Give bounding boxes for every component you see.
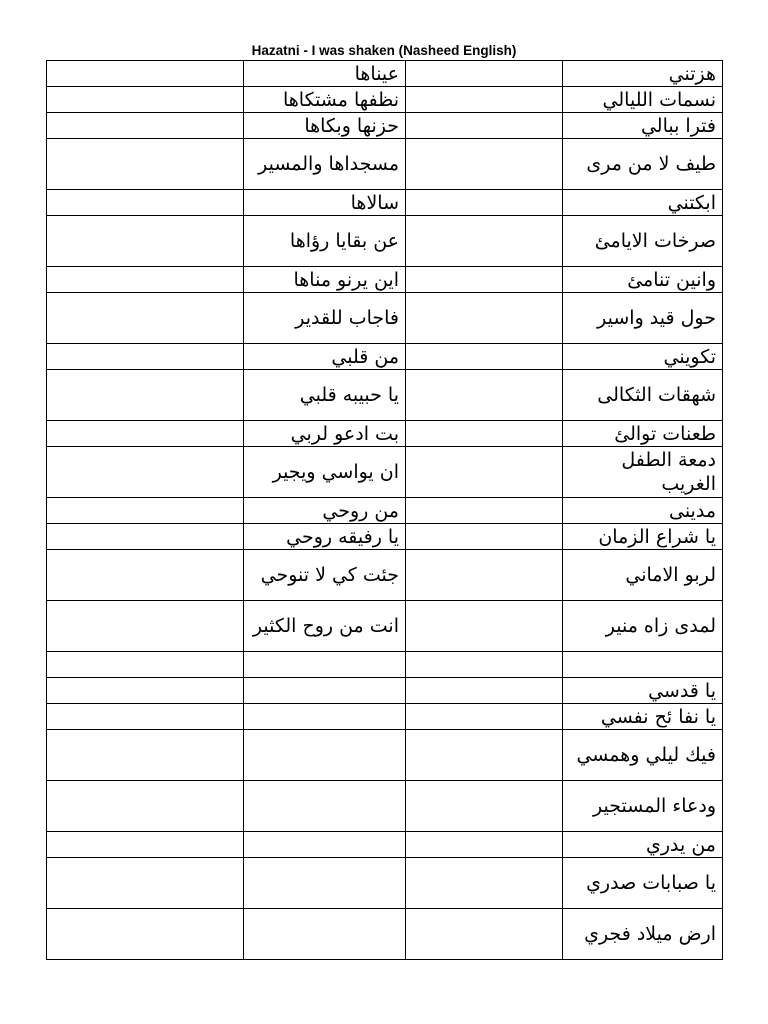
table-cell-col2: من روحي [244, 498, 406, 524]
table-cell-col1 [47, 344, 244, 370]
table-row [47, 498, 723, 524]
table-cell-col4: من يدري [563, 832, 723, 858]
table-cell-col4: يا قدسي [563, 678, 723, 704]
table-cell-col1 [47, 498, 244, 524]
table-row [47, 652, 723, 678]
table-row [47, 190, 723, 216]
table-cell-col3 [406, 652, 563, 678]
table-cell-col2: مسجداها والمسير [244, 139, 406, 190]
table-cell-col1 [47, 87, 244, 113]
table-row [47, 447, 723, 498]
table-cell-col2: سالاها [244, 190, 406, 216]
table-cell-col1 [47, 550, 244, 601]
table-cell-col4: ارض ميلاد فجري [563, 909, 723, 960]
table-row [47, 421, 723, 447]
table-cell-col1 [47, 370, 244, 421]
table-cell-col2: يا حبيبه قلبي [244, 370, 406, 421]
table-cell-col3 [406, 113, 563, 139]
table-cell-col4: صرخات الايامئ [563, 216, 723, 267]
table-cell-col1 [47, 832, 244, 858]
table-cell-col3 [406, 139, 563, 190]
table-cell-col1 [47, 678, 244, 704]
table-cell-col4: تكويني [563, 344, 723, 370]
table-cell-col2 [244, 652, 406, 678]
table-row [47, 113, 723, 139]
table-cell-col1 [47, 421, 244, 447]
table-cell-col2: يا رفيقه روحي [244, 524, 406, 550]
table-cell-col1 [47, 704, 244, 730]
table-cell-col3 [406, 421, 563, 447]
table-cell-col2 [244, 858, 406, 909]
table-cell-col2 [244, 704, 406, 730]
table-cell-col3 [406, 267, 563, 293]
table-cell-col1 [47, 61, 244, 87]
table-row [47, 781, 723, 832]
table-cell-col4: مدينى [563, 498, 723, 524]
table-row [47, 601, 723, 652]
table-cell-col2: عيناها [244, 61, 406, 87]
table-cell-col1 [47, 113, 244, 139]
table-cell-col1 [47, 858, 244, 909]
table-cell-col1 [47, 524, 244, 550]
table-cell-col1 [47, 190, 244, 216]
lyrics-table-body [47, 61, 723, 960]
table-row [47, 370, 723, 421]
table-cell-col3 [406, 781, 563, 832]
lyrics-table [46, 60, 723, 960]
table-cell-col3 [406, 61, 563, 87]
table-cell-col4: وانين تنامئ [563, 267, 723, 293]
table-cell-col1 [47, 652, 244, 678]
table-cell-col3 [406, 832, 563, 858]
table-cell-col2: من قلبي [244, 344, 406, 370]
table-cell-col2 [244, 832, 406, 858]
table-row [47, 730, 723, 781]
table-cell-col2: جئت كي لا تنوحي [244, 550, 406, 601]
table-cell-col3 [406, 216, 563, 267]
table-cell-col2: فاجاب للقدير [244, 293, 406, 344]
table-cell-col1 [47, 447, 244, 498]
table-cell-col4: طيف لا من مرى [563, 139, 723, 190]
table-cell-col4: يا نفا ئح نفسي [563, 704, 723, 730]
table-row [47, 909, 723, 960]
document-title: Hazatni - I was shaken (Nasheed English) [251, 43, 517, 58]
table-cell-col2 [244, 781, 406, 832]
table-cell-col4: نسمات الليالي [563, 87, 723, 113]
table-cell-col4 [563, 652, 723, 678]
table-row [47, 293, 723, 344]
table-cell-col4: طعنات توالئ [563, 421, 723, 447]
table-cell-col3 [406, 524, 563, 550]
table-cell-col1 [47, 781, 244, 832]
table-cell-col1 [47, 293, 244, 344]
table-cell-col1 [47, 730, 244, 781]
table-cell-col1 [47, 267, 244, 293]
table-row [47, 61, 723, 87]
table-row [47, 858, 723, 909]
table-cell-col4: دمعة الطفل الغريب [563, 447, 723, 498]
table-cell-col2 [244, 678, 406, 704]
table-cell-col4: يا صبابات صدري [563, 858, 723, 909]
table-cell-col2: انت من روح الكثير [244, 601, 406, 652]
table-cell-col3 [406, 498, 563, 524]
table-row [47, 344, 723, 370]
table-cell-col4: حول قيد واسير [563, 293, 723, 344]
table-cell-col3 [406, 190, 563, 216]
table-cell-col4: هزتني [563, 61, 723, 87]
table-row [47, 139, 723, 190]
table-cell-col4: لمدى زاه منير [563, 601, 723, 652]
table-cell-col2: بت ادعو لربي [244, 421, 406, 447]
table-cell-col3 [406, 344, 563, 370]
table-cell-col3 [406, 87, 563, 113]
table-row [47, 216, 723, 267]
table-cell-col1 [47, 601, 244, 652]
table-cell-col3 [406, 730, 563, 781]
table-row [47, 524, 723, 550]
table-row [47, 678, 723, 704]
table-cell-col3 [406, 550, 563, 601]
table-cell-col1 [47, 139, 244, 190]
table-row [47, 550, 723, 601]
table-cell-col4: فترا ببالي [563, 113, 723, 139]
table-cell-col4: يا شراع الزمان [563, 524, 723, 550]
table-cell-col3 [406, 858, 563, 909]
table-cell-col2: حزنها وبكاها [244, 113, 406, 139]
table-cell-col3 [406, 704, 563, 730]
table-cell-col4: ودعاء المستجير [563, 781, 723, 832]
table-cell-col2: عن بقايا رؤاها [244, 216, 406, 267]
table-cell-col3 [406, 370, 563, 421]
table-cell-col3 [406, 678, 563, 704]
table-cell-col1 [47, 216, 244, 267]
table-cell-col4: فيك ليلي وهمسي [563, 730, 723, 781]
table-cell-col3 [406, 293, 563, 344]
table-cell-col4: لربو الاماني [563, 550, 723, 601]
table-cell-col4: ابكتني [563, 190, 723, 216]
table-cell-col3 [406, 601, 563, 652]
table-row [47, 704, 723, 730]
table-row [47, 87, 723, 113]
table-cell-col3 [406, 909, 563, 960]
table-cell-col2: نظفها مشتكاها [244, 87, 406, 113]
table-cell-col3 [406, 447, 563, 498]
table-row [47, 267, 723, 293]
table-cell-col4: شهقات الثكالى [563, 370, 723, 421]
table-cell-col2 [244, 730, 406, 781]
table-cell-col2: اين يرنو مناها [244, 267, 406, 293]
table-cell-col1 [47, 909, 244, 960]
table-row [47, 832, 723, 858]
table-cell-col2 [244, 909, 406, 960]
table-cell-col2: ان يواسي ويجير [244, 447, 406, 498]
